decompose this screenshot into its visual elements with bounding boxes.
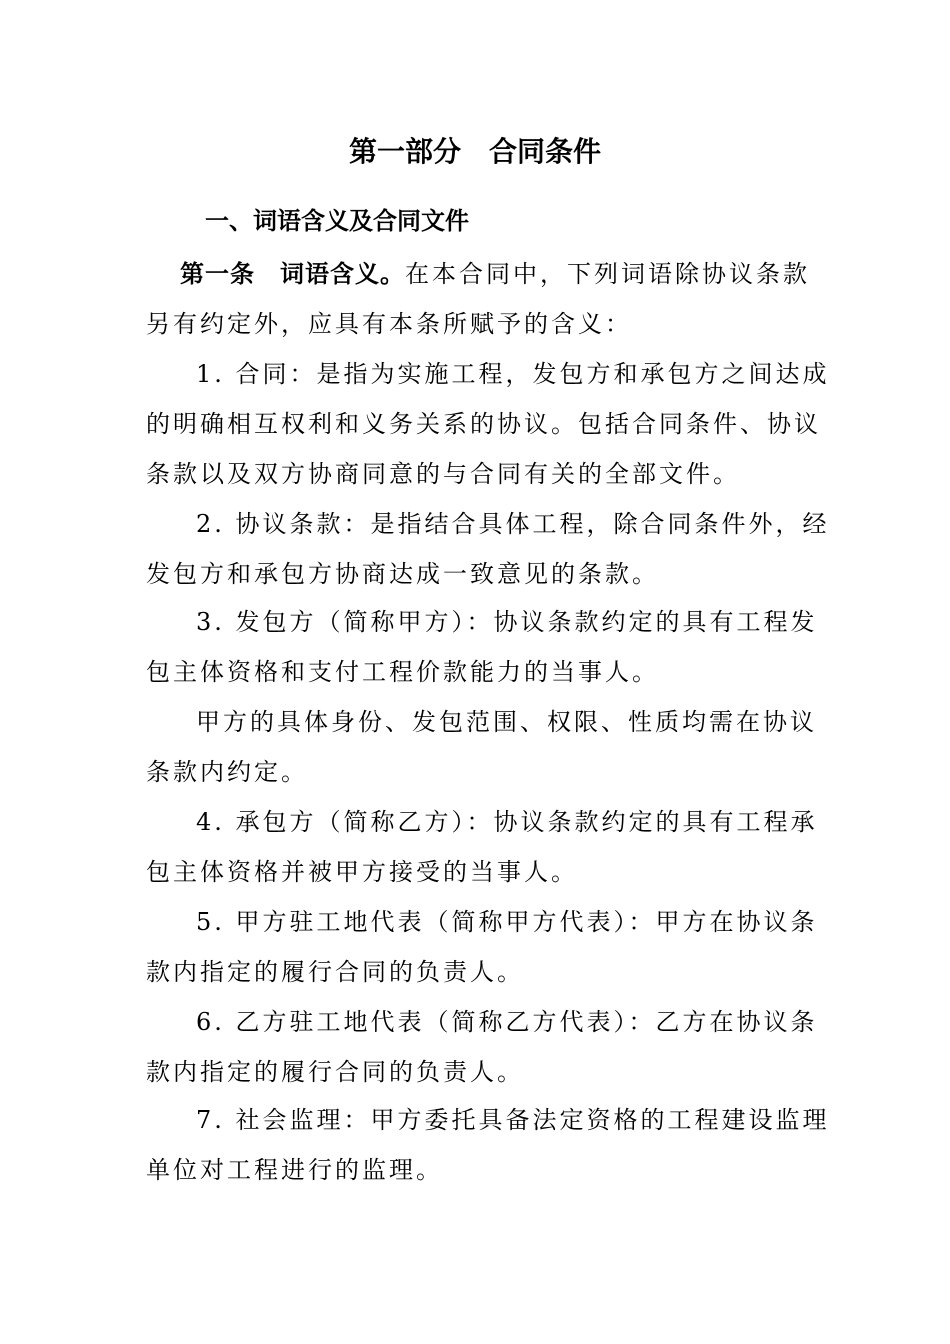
item-4-line-1: 4. 承包方（简称乙方）：协议条款约定的具有工程承 xyxy=(196,808,818,836)
item-5-line-2: 款内指定的履行合同的负责人。 xyxy=(146,958,524,986)
item-2-line-2: 发包方和承包方协商达成一致意见的条款。 xyxy=(146,560,659,588)
item-4-line-2: 包主体资格并被甲方接受的当事人。 xyxy=(146,858,578,886)
item-6-line-1: 6. 乙方驻工地代表（简称乙方代表）：乙方在协议条 xyxy=(196,1008,818,1036)
article-text: 在本合同中，下列词语除协议条款 xyxy=(405,260,810,288)
item-6-line-2: 款内指定的履行合同的负责人。 xyxy=(146,1058,524,1086)
item-7-line-1: 7. 社会监理：甲方委托具备法定资格的工程建设监理 xyxy=(196,1106,830,1134)
article-second-line: 另有约定外，应具有本条所赋予的含义： xyxy=(146,310,632,338)
item-2-line-1: 2. 协议条款：是指结合具体工程，除合同条件外，经 xyxy=(196,510,830,538)
article-first-line xyxy=(180,257,810,291)
item-1-line-3: 条款以及双方协商同意的与合同有关的全部文件。 xyxy=(146,460,740,488)
item-7-line-2: 单位对工程进行的监理。 xyxy=(146,1156,443,1184)
item-1-line-2: 的明确相互权利和义务关系的协议。包括合同条件、协议 xyxy=(146,410,821,438)
item-3-line-1: 3. 发包方（简称甲方）：协议条款约定的具有工程发 xyxy=(196,608,818,636)
note-line-1: 甲方的具体身份、发包范围、权限、性质均需在协议 xyxy=(196,708,817,736)
note-line-2: 条款内约定。 xyxy=(146,758,308,786)
section-heading: 一、词语含义及合同文件 xyxy=(205,207,469,235)
item-5-line-1: 5. 甲方驻工地代表（简称甲方代表）：甲方在协议条 xyxy=(196,908,818,936)
item-1-line-1: 1. 合同：是指为实施工程，发包方和承包方之间达成 xyxy=(196,360,830,388)
item-3-line-2: 包主体资格和支付工程价款能力的当事人。 xyxy=(146,658,659,686)
article-label: 第一条 词语含义。 xyxy=(180,260,405,288)
page-title: 第一部分 合同条件 xyxy=(348,135,601,168)
